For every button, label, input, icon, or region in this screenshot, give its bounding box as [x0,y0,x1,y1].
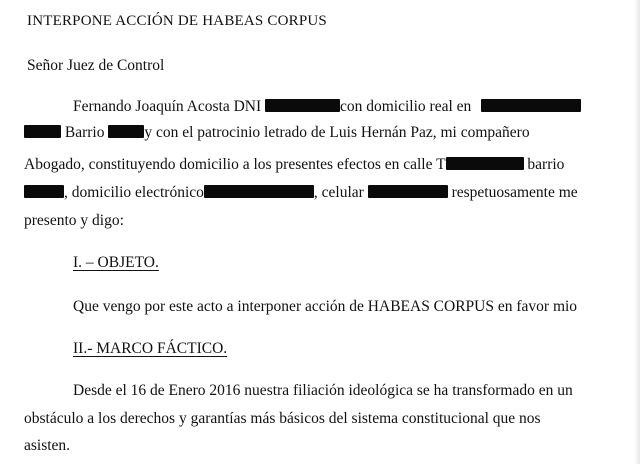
redaction-bar [481,99,581,112]
redaction-bar [265,99,340,112]
intro-text: Fernando Joaquín Acosta DNI [73,98,262,115]
intro-line-2 [24,124,530,142]
intro-text: Barrio [64,124,105,141]
intro-line-3 [24,156,564,174]
intro-line-4 [24,184,578,202]
intro-text: , celular [313,184,364,201]
redaction-bar [108,125,144,138]
redaction-bar [368,185,448,198]
intro-text: y con el patrocinio letrado de Luis Hernán Paz, mi compañero [144,124,530,141]
section-objeto-body: Que vengo por este acto a interponer acción de HABEAS CORPUS en favor mio [73,298,578,315]
intro-text: , domicilio electrónico [64,184,204,201]
redaction-bar [24,185,64,198]
intro-line-1 [73,98,581,116]
page-edge-shadow [634,0,640,464]
redaction-bar [24,125,61,138]
document-title: INTERPONE ACCIÓN DE HABEAS CORPUS [27,13,327,29]
intro-line-5: presento y digo: [24,212,124,229]
salutation: Señor Juez de Control [27,57,165,74]
intro-text: barrio [527,156,565,173]
section-heading-marco-factico: II.- MARCO FÁCTICO. [73,340,228,357]
section-marco-line-3: asisten. [24,437,71,454]
intro-text: respetuosamente me [451,184,578,201]
intro-text: con domicilio real en [340,98,472,115]
redaction-bar [446,157,524,170]
intro-text: Abogado, constituyendo domicilio a los presentes efectos en calle T [24,156,446,173]
section-marco-line-2: obstáculo a los derechos y garantías más básicos del sistema constitucional que nos [24,410,541,427]
section-marco-line-1: Desde el 16 de Enero 2016 nuestra filiación ideológica se ha transformado en un [73,382,573,399]
section-heading-objeto: I. – OBJETO. [73,254,159,271]
redaction-bar [204,185,314,198]
